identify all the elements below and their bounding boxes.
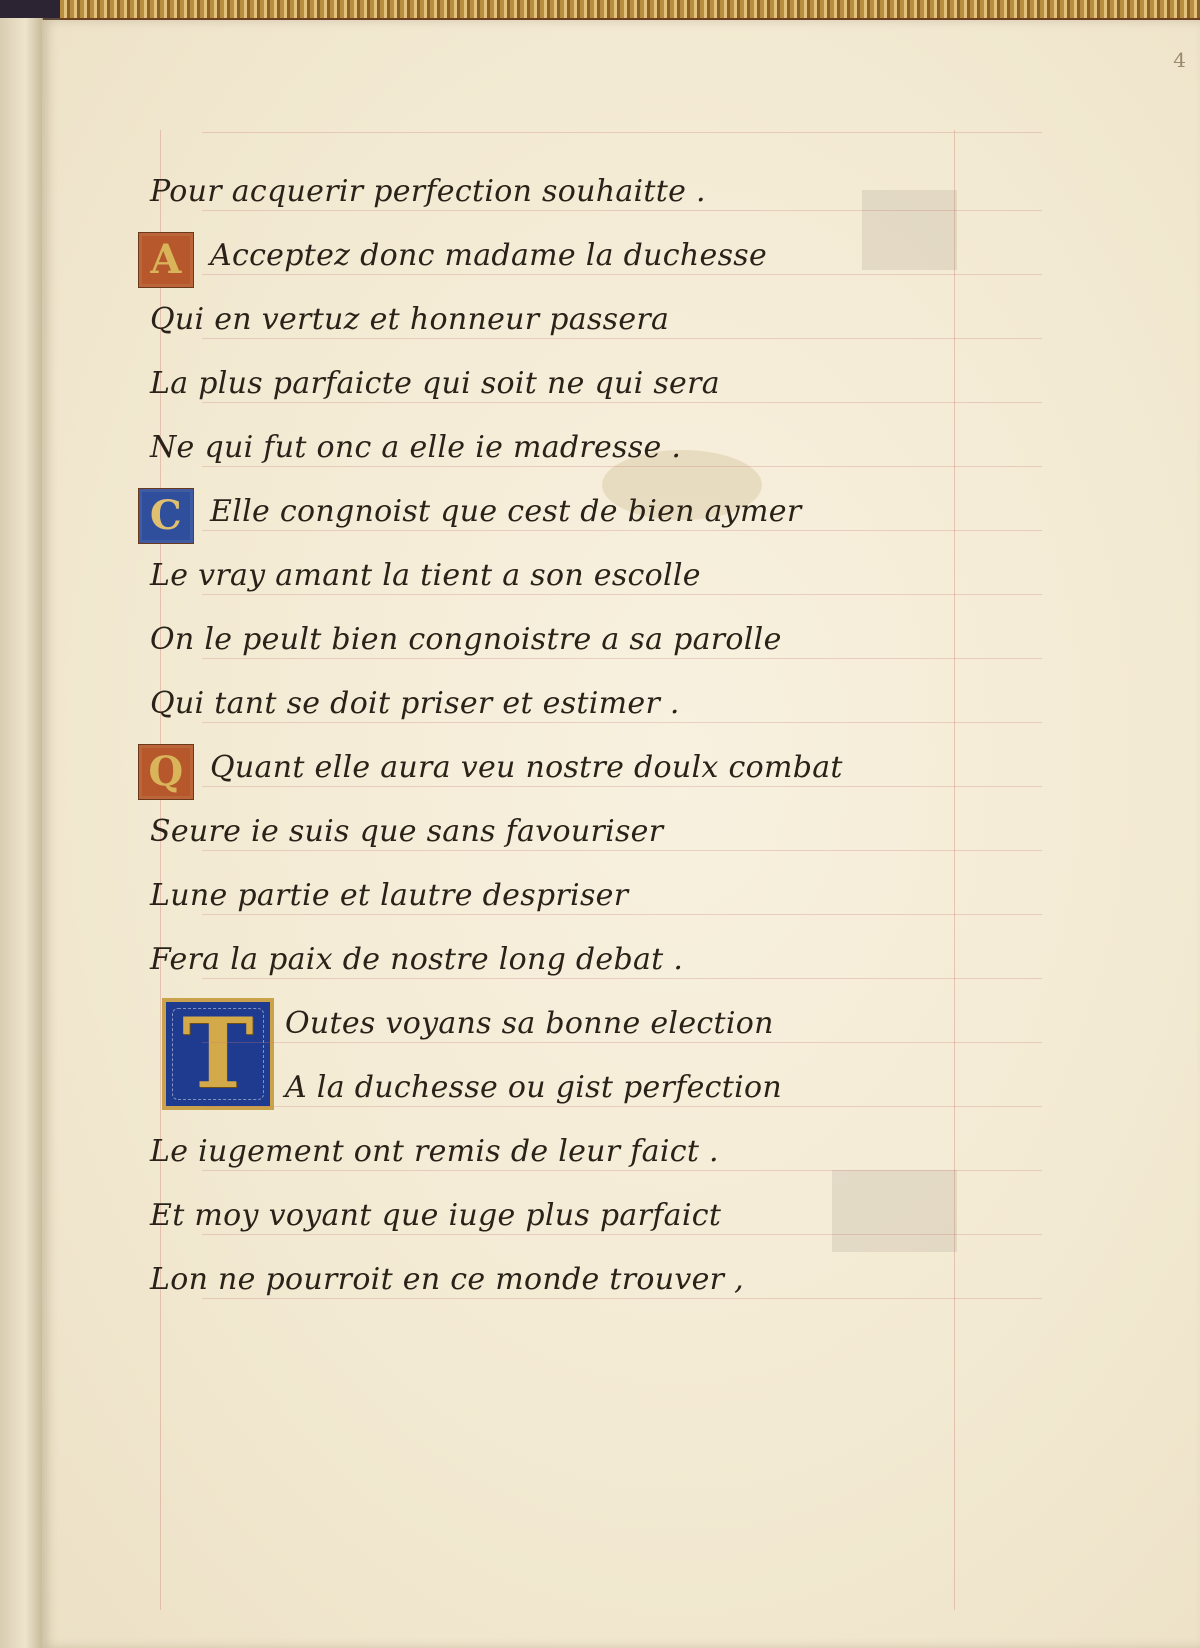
gilt-edge [60,0,1200,20]
ruling-line [202,1170,1042,1171]
verse-text: Lune partie et lautre despriser [150,878,629,913]
verse-text: Quant elle aura veu nostre doulx combat [210,750,843,785]
ruling-line [202,722,1042,723]
historiated-initial-t: T [162,998,274,1110]
verse-text: Lon ne pourroit en ce monde trouver , [150,1262,744,1297]
verse-text: Seure ie suis que sans favouriser [150,814,664,849]
decorated-initial-q: Q [138,744,194,800]
folio-number: 4 [1173,48,1186,72]
ruling-line [202,1234,1042,1235]
ruling-line [202,658,1042,659]
verse-block [150,160,930,1312]
ruling-line [202,274,1042,275]
verse-line [150,352,930,416]
verse-text: Outes voyans sa bonne election [285,1006,774,1041]
show-through-text [922,170,1052,1350]
verse-line [150,288,930,352]
ruling-line [202,466,1042,467]
verse-line [150,608,930,672]
ruling-line [202,210,1042,211]
verse-text: Qui en vertuz et honneur passera [150,302,670,337]
verse-text: Qui tant se doit priser et estimer . [150,686,680,721]
ruling-line [202,594,1042,595]
verse-line [150,928,930,992]
decorated-initial-a: A [138,232,194,288]
verse-text: Le vray amant la tient a son escolle [150,558,701,593]
ruling-line [202,1106,1042,1107]
verse-line [150,1184,930,1248]
verse-text: Le iugement ont remis de leur faict . [150,1134,719,1169]
ruling-top [202,132,1042,133]
ruling-line [202,786,1042,787]
verse-line [150,800,930,864]
ruling-line [202,850,1042,851]
ruling-line [202,1298,1042,1299]
ruling-line [202,338,1042,339]
verse-line [150,864,930,928]
verse-line [150,544,930,608]
verse-text: La plus parfaicte qui soit ne qui sera [150,366,720,401]
ruling-line [202,978,1042,979]
verse-text: Et moy voyant que iuge plus parfaict [150,1198,722,1233]
verse-line [150,1120,930,1184]
verse-line [150,1248,930,1312]
verse-text: A la duchesse ou gist perfection [285,1070,782,1105]
verse-text: On le peult bien congnoistre a sa parolle [150,622,782,657]
verse-line [150,224,930,288]
verse-line [150,160,930,224]
verse-line [150,480,930,544]
ruling-line [202,914,1042,915]
verse-line [150,672,930,736]
verse-text: Acceptez donc madame la duchesse [210,238,768,273]
recto-page [42,20,1200,1648]
verse-line [150,736,930,800]
decorated-initial-c: C [138,488,194,544]
verse-line [150,1056,930,1120]
verso-page-edge [0,18,43,1648]
ruling-line [202,1042,1042,1043]
verse-text: Pour acquerir perfection souhaitte . [150,174,706,209]
verse-text: Elle congnoist que cest de bien aymer [210,494,802,529]
ruling-line [202,530,1042,531]
verse-text: Ne qui fut onc a elle ie madresse . [150,430,682,465]
verse-line [150,416,930,480]
ruling-line [202,402,1042,403]
verse-text: Fera la paix de nostre long debat . [150,942,684,977]
